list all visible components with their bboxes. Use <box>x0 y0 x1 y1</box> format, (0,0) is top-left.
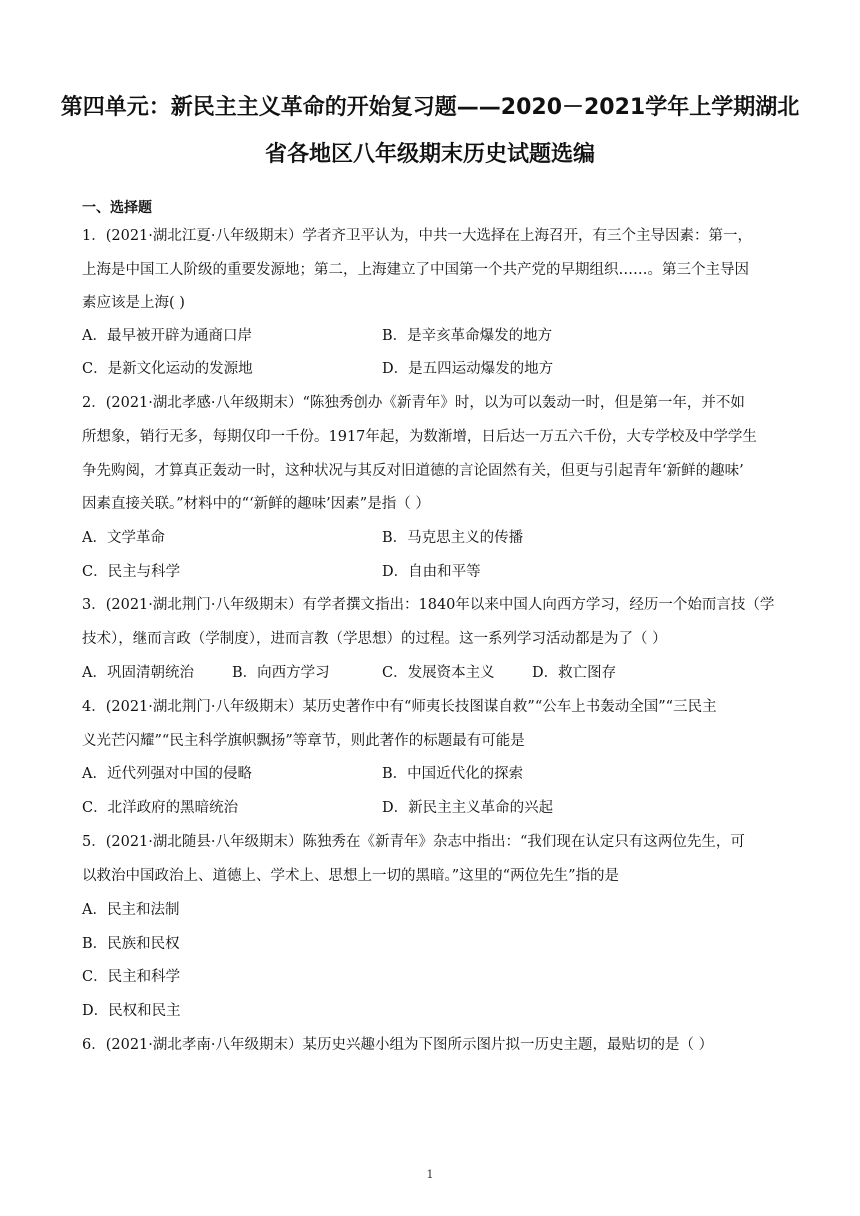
document-title-line-1: 第四单元：新民主主义革命的开始复习题——2020－2021学年上学期湖北 <box>60 95 800 120</box>
question-2-line-1: 2．(2021·湖北孝感·八年级期末）“陈独秀创办《新青年》时，以为可以轰动一时，但是第一年，并不如 <box>82 395 745 411</box>
question-5-line-1: 5．(2021·湖北随县·八年级期末）陈独秀在《新青年》杂志中指出：“我们现在认定只有这两位先生，可 <box>82 834 745 850</box>
question-4-option-b: B．中国近代化的探索 <box>382 766 524 782</box>
question-4-option-a: A．近代列强对中国的侵略 <box>82 766 252 782</box>
question-2-line-2: 所想象，销行无多，每期仅印一千份。1917年起，为数渐增，日后达一万五六千份，大专学校及中学学生 <box>82 429 757 445</box>
question-3-option-b: B．向西方学习 <box>232 665 330 681</box>
question-1-option-a: A．最早被开辟为通商口岸 <box>82 328 252 344</box>
question-4-option-d: D．新民主主义革命的兴起 <box>382 800 554 816</box>
question-5-option-b: B．民族和民权 <box>82 936 180 952</box>
question-3-option-c: C．发展资本主义 <box>382 665 495 681</box>
question-5-line-2: 以救治中国政治上、道德上、学术上、思想上一切的黑暗。”这里的“两位先生”指的是 <box>82 868 619 884</box>
page-number: 1 <box>426 1168 434 1181</box>
question-4-line-2: 义光芒闪耀”“民主科学旗帜飘扬”等章节，则此著作的标题最有可能是 <box>82 733 525 749</box>
question-1-option-b: B．是辛亥革命爆发的地方 <box>382 328 553 344</box>
question-3-line-2: 技术），继而言政（学制度），进而言教（学思想）的过程。这一系列学习活动都是为了（ ） <box>82 631 667 647</box>
question-2-option-a: A．文学革命 <box>82 530 165 546</box>
question-3-option-a: A．巩固清朝统治 <box>82 665 194 681</box>
question-2-option-c: C．民主与科学 <box>82 564 181 580</box>
section-heading: 一、选择题 <box>82 200 152 216</box>
question-5-option-c: C．民主和科学 <box>82 969 181 985</box>
question-1-line-1: 1．(2021·湖北江夏·八年级期末）学者齐卫平认为，中共一大选择在上海召开，有三个主导因素：第一， <box>82 228 752 244</box>
question-3-option-d: D．救亡图存 <box>532 665 617 681</box>
question-1-line-2: 上海是中国工人阶级的重要发源地；第二，上海建立了中国第一个共产党的早期组织……。第三个主导因 <box>82 262 749 278</box>
question-4-option-c: C．北洋政府的黑暗统治 <box>82 800 239 816</box>
question-2-line-3: 争先购阅，才算真正轰动一时，这种状况与其反对旧道德的言论固然有关，但更与引起青年‘新鲜的趣味’ <box>82 463 744 479</box>
question-1-option-c: C．是新文化运动的发源地 <box>82 361 253 377</box>
document-title-line-2: 省各地区八年级期末历史试题选编 <box>264 142 595 167</box>
question-1-option-d: D．是五四运动爆发的地方 <box>382 361 554 377</box>
question-3-line-1: 3．(2021·湖北荆门·八年级期末）有学者撰文指出：1840年以来中国人向西方学习，经历一个始而言技（学 <box>82 597 775 613</box>
question-1-line-3: 素应该是上海( ) <box>82 295 185 311</box>
question-5-option-a: A．民主和法制 <box>82 902 180 918</box>
question-2-line-4: 因素直接关联。”材料中的“‘新鲜的趣味’因素”是指（ ） <box>82 496 430 512</box>
question-2-option-b: B．马克思主义的传播 <box>382 530 524 546</box>
question-2-option-d: D．自由和平等 <box>382 564 481 580</box>
question-6-line-1: 6．(2021·湖北孝南·八年级期末）某历史兴趣小组为下图所示图片拟一历史主题，最贴切的是（ ） <box>82 1037 714 1053</box>
question-5-option-d: D．民权和民主 <box>82 1003 181 1019</box>
question-4-line-1: 4．(2021·湖北荆门·八年级期末）某历史著作中有“师夷长技图谋自救”“公车上书轰动全国”“三民主 <box>82 699 717 715</box>
